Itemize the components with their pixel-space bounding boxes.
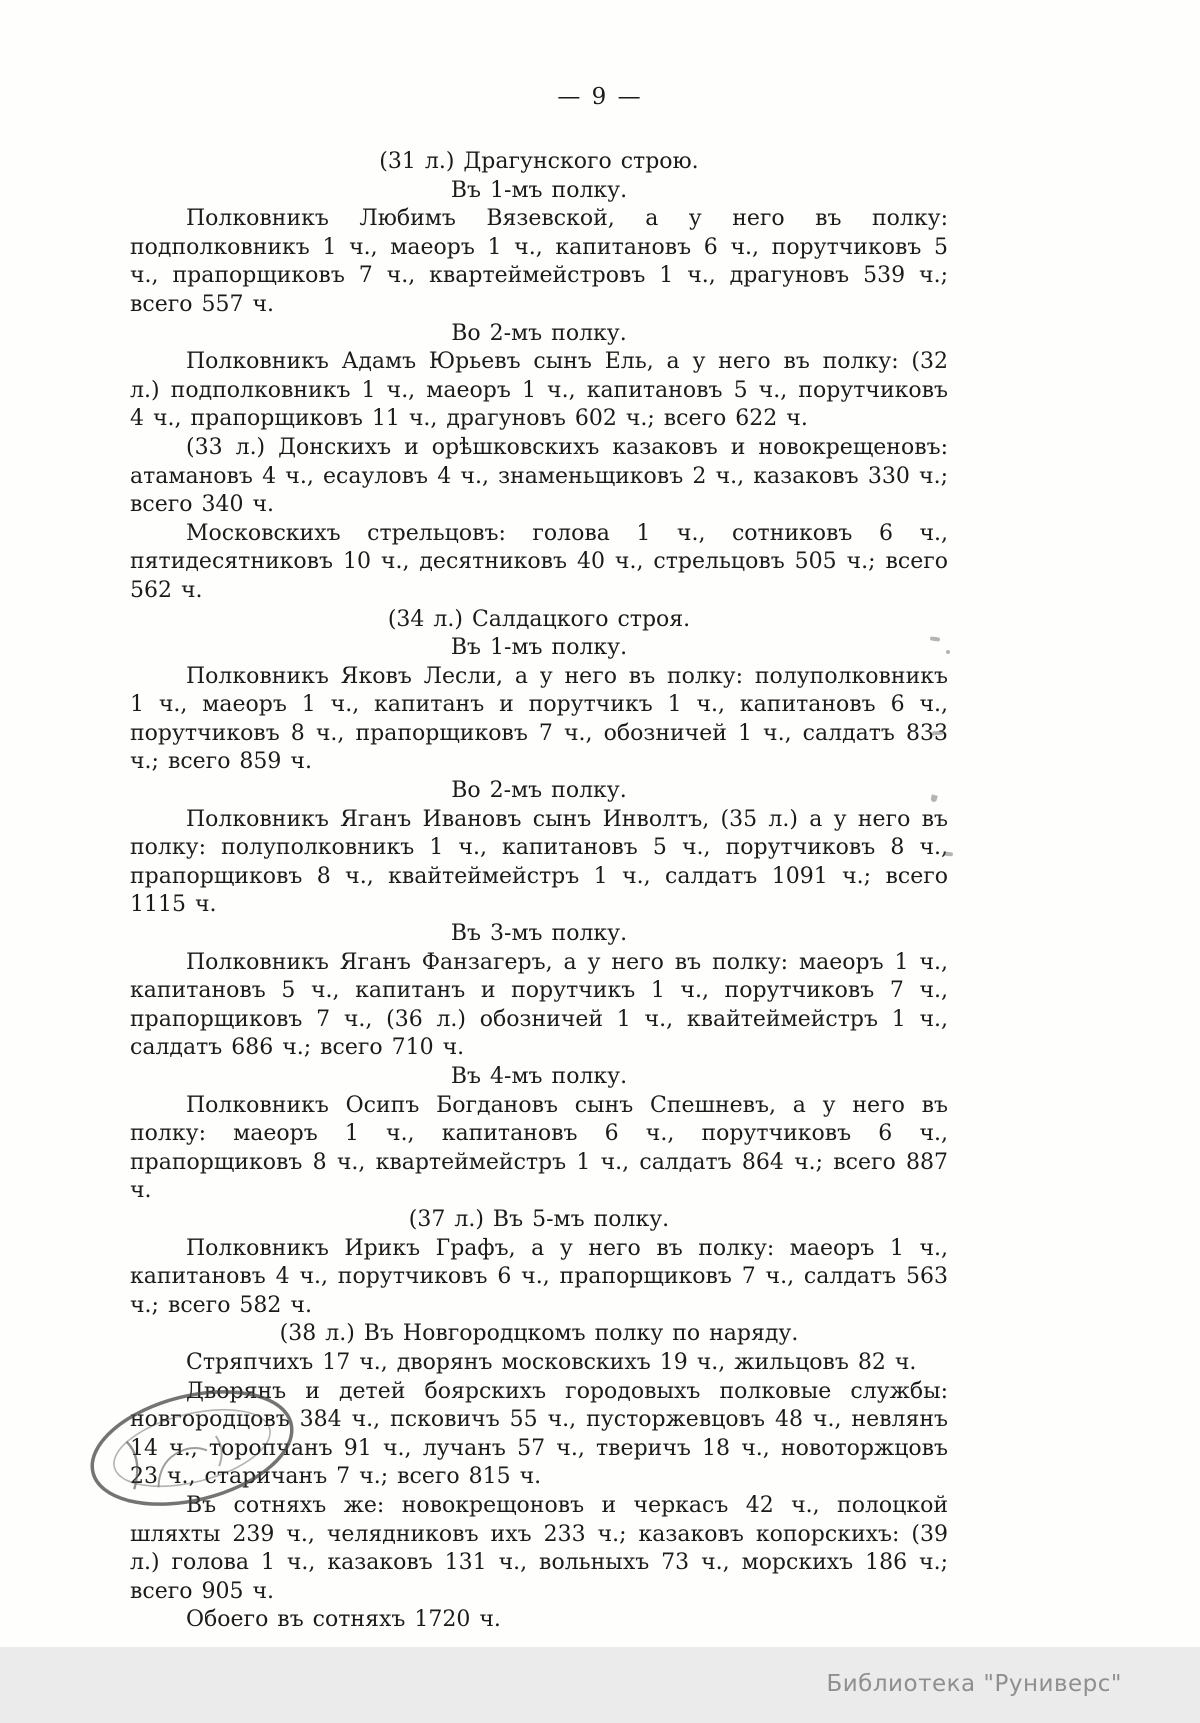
section-heading: Во 2-мъ полку.: [451, 320, 627, 346]
paragraph: Полковникъ Ирикъ Графъ, а у него въ полку: маеоръ 1 ч., капитановъ 4 ч., порутчиковъ 6 ч., прапорщиковъ 7 ч., салдатъ 563 ч.; всего 582 ч.: [130, 1235, 948, 1318]
scan-artifact: [944, 852, 953, 857]
section-heading: (38 л.) Въ Новгородцкомъ полку по наряду.: [279, 1321, 799, 1347]
paragraph: Въ сотняхъ же: новокрещоновъ и черкасъ 42 ч., полоцкой шляхты 239 ч., челядниковъ ихъ 233 ч.; казаковъ копорскихъ: (39 л.) голова 1 ч., казаковъ 131 ч., вольныхъ 73 ч., морскихъ 186 ч.; всего 905 ч.: [130, 1492, 948, 1604]
paragraph: Полковникъ Яганъ Фанзагеръ, а у него въ полку: маеоръ 1 ч., капитановъ 5 ч., капитанъ и порутчикъ 1 ч., порутчиковъ 7 ч., прапорщиковъ 7 ч., (36 л.) обозничей 1 ч., квайтеймейстръ 1 ч., салдатъ 686 ч.; всего 710 ч.: [130, 949, 948, 1061]
paragraph: Дворянъ и детей боярскихъ городовыхъ полковые службы: новгородцовъ 384 ч., псковичъ 55 ч., пусторжевцовъ 48 ч., невлянъ 14 ч., торопчанъ 91 ч., лучанъ 57 ч., тверичъ 18 ч., новоторжцовъ 23 ч., старичанъ 7 ч.; всего 815 ч.: [130, 1378, 948, 1490]
paragraph: Полковникъ Осипъ Богдановъ сынъ Спешневъ, а у него въ полку: маеоръ 1 ч., капитановъ 6 ч., порутчиковъ 6 ч., прапорщиковъ 8 ч., квартеймейстръ 1 ч., салдатъ 864 ч.; всего 887 ч.: [130, 1092, 948, 1204]
paragraph: Обоего въ сотняхъ 1720 ч.: [186, 1607, 501, 1633]
paragraph: Полковникъ Любимъ Вязевской, а у него въ полку: подполковникъ 1 ч., маеоръ 1 ч., капитановъ 6 ч., порутчиковъ 5 ч., прапорщиковъ 7 ч., квартеймейстровъ 1 ч., драгуновъ 539 ч.; всего 557 ч.: [130, 206, 948, 317]
section-heading: (31 л.) Драгунского строю.: [379, 149, 699, 174]
library-watermark: Библиотека "Руниверс": [826, 1671, 1122, 1697]
page-content: [130, 148, 948, 1635]
section-heading: Въ 1-мъ полку.: [450, 177, 628, 203]
watermark-band: [0, 1647, 1200, 1723]
section-heading: Во 2-мъ полку.: [451, 778, 627, 804]
paragraph: Стряпчихъ 17 ч., дворянъ московскихъ 19 ч., жильцовъ 82 ч.: [186, 1349, 917, 1375]
page-number: — 9 —: [557, 84, 643, 110]
paragraph: Полковникъ Яковъ Лесли, а у него въ полку: полуполковникъ 1 ч., маеоръ 1 ч., капитанъ и порутчикъ 1 ч., капитановъ 6 ч., порутчиковъ 8 ч., прапорщиковъ 7 ч., обозничей 1 ч., салдатъ 833 ч.; всего 859 ч.: [130, 663, 948, 775]
paragraph: Полковникъ Яганъ Ивановъ сынъ Инволтъ, (35 л.) а у него въ полку: полуполковникъ 1 ч., капитановъ 5 ч., порутчиковъ 8 ч., прапорщиковъ 8 ч., квайтеймейстръ 1 ч., салдатъ 1091 ч.; всего 1115 ч.: [130, 806, 948, 918]
section-heading: (34 л.) Салдацкого строя.: [387, 606, 691, 632]
section-heading: (37 л.) Въ 5-мъ полку.: [408, 1206, 670, 1232]
scan-artifact: [946, 650, 950, 654]
paragraph: Московскихъ стрельцовъ: голова 1 ч., сотниковъ 6 ч., пятидесятниковъ 10 ч., десятниковъ 40 ч., стрельцовъ 505 ч.; всего 562 ч.: [130, 520, 948, 603]
paragraph: Полковникъ Адамъ Юрьевъ сынъ Ель, а у него въ полку: (32 л.) подполковникъ 1 ч., маеоръ 1 ч., капитановъ 5 ч., порутчиковъ 4 ч., прапорщиковъ 11 ч., драгуновъ 602 ч.; всего 622 ч.: [130, 349, 948, 432]
paragraph: (33 л.) Донскихъ и орѣшковскихъ казаковъ и новокрещеновъ: атамановъ 4 ч., есауловъ 4 ч., знаменьщиковъ 2 ч., казаковъ 330 ч.; всего 340 ч.: [130, 434, 948, 518]
section-heading: Въ 1-мъ полку.: [450, 635, 628, 661]
section-heading: Въ 3-мъ полку.: [450, 921, 628, 947]
section-heading: Въ 4-мъ полку.: [450, 1064, 628, 1089]
